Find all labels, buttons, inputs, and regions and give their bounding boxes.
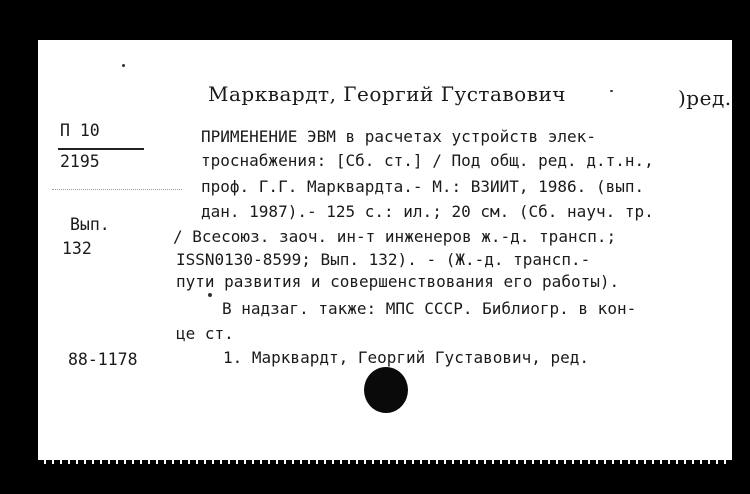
body-line-3: проф. Г.Г. Марквардта.- М.: ВЗИИТ, 1986. (вып. bbox=[201, 177, 645, 196]
call-number-divider bbox=[58, 148, 144, 150]
handwritten-role: )ред. bbox=[678, 86, 732, 110]
catalog-card bbox=[38, 40, 732, 464]
handwritten-author-name: Марквардт, Георгий Густавович bbox=[208, 82, 567, 106]
ink-speck bbox=[610, 90, 613, 92]
issue-number: 132 bbox=[62, 239, 92, 258]
body-line-9: це ст. bbox=[176, 324, 234, 343]
card-bottom-edge bbox=[38, 460, 732, 464]
accession-number: 88-1178 bbox=[68, 350, 138, 369]
ink-speck bbox=[122, 64, 125, 67]
body-line-8: В надзаг. также: МПС СССР. Библиогр. в кон- bbox=[222, 299, 637, 318]
ink-speck bbox=[208, 293, 212, 297]
card-punch-hole bbox=[364, 367, 408, 413]
body-line-2: троснабжения: [Сб. ст.] / Под общ. ред. д.т.н., bbox=[201, 151, 654, 170]
faint-dotted-line bbox=[52, 189, 182, 190]
body-line-4: дан. 1987).- 125 с.: ил.; 20 см. (Сб. науч. тр. bbox=[201, 202, 654, 221]
body-line-6: ISSN0130-8599; Вып. 132). - (Ж.-д. трансп.- bbox=[176, 250, 591, 269]
call-number-line1: П 10 bbox=[60, 121, 100, 140]
body-line-1: ПРИМЕНЕНИЕ ЭВМ в расчетах устройств элек- bbox=[201, 127, 596, 146]
body-line-5: / Всесоюз. заоч. ин-т инженеров ж.-д. трансп.; bbox=[173, 227, 617, 246]
issue-label: Вып. bbox=[70, 215, 110, 234]
body-line-7: пути развития и совершенствования его работы). bbox=[176, 272, 620, 291]
tracing-entry: 1. Марквардт, Георгий Густавович, ред. bbox=[223, 348, 590, 367]
call-number-line2: 2195 bbox=[60, 152, 100, 171]
